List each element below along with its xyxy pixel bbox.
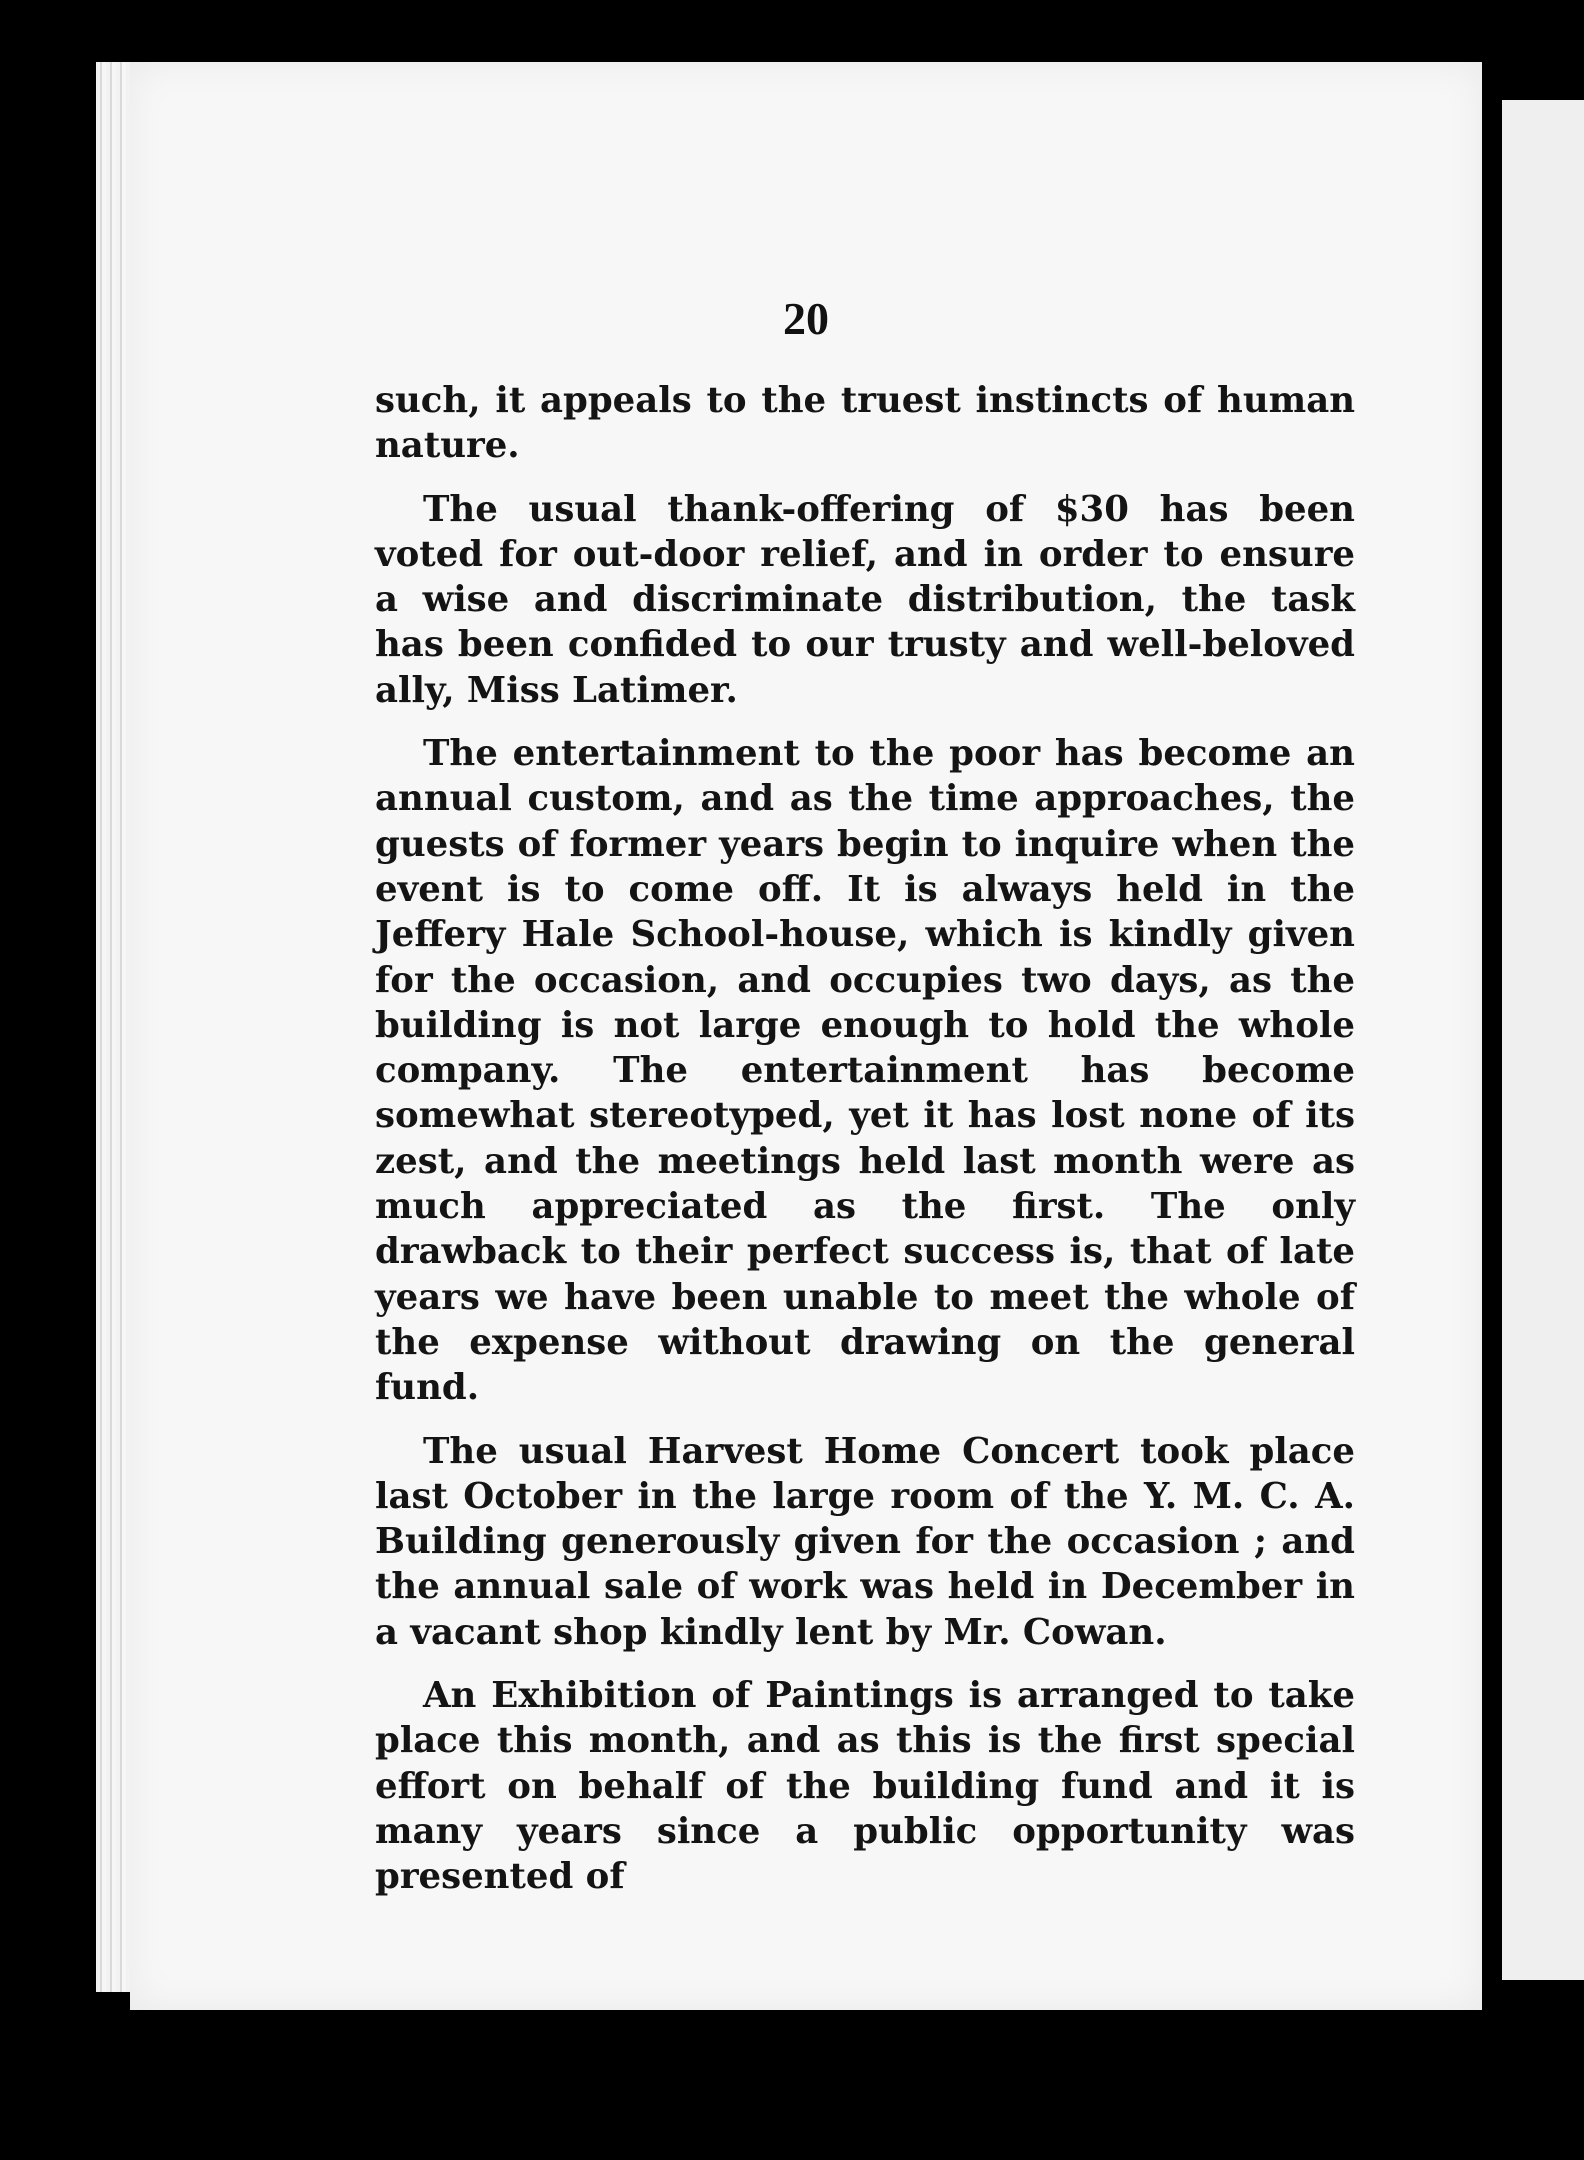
body-text — [375, 378, 1355, 1918]
paragraph-3: The entertainment to the poor has become an annual custom, and as the time approaches, the guests of former years begin to inquire when the event is to come off. It is always held in the Jeffery Hale School-house, which is kindly given for the occasion, and occupies two days, as the building is not large enough to hold the whole company. The entertainment has become somewhat stereotyped, yet it has lost none of its zest, and the meetings held last month were as much appreciated as the first. The only drawback to their perfect success is, that of late years we have been unable to meet the whole of the expense without drawing on the general fund. — [375, 733, 1355, 1409]
paragraph-2: The usual thank-offering of $30 has been voted for out-door relief, and in order to ensure a wise and discriminate distribution, the task has been confided to our trusty and well-beloved ally, Miss Latimer. — [375, 488, 1355, 711]
paragraph-1: such, it appeals to the truest instincts of human nature. — [375, 380, 1355, 467]
paragraph-5: An Exhibition of Paintings is arranged to take place this month, and as this is the first special effort on behalf of the building fund and it is many years since a public opportunity was presented of — [375, 1675, 1355, 1898]
binding-gutter — [1484, 0, 1502, 2160]
paragraph-4: The usual Harvest Home Concert took place last October in the large room of the Y. M. C. A. Building generously given for the occasion ; and the annual sale of work was held in December in a vacant shop kindly lent by Mr. Cowan. — [375, 1430, 1355, 1653]
adjacent-page-edge — [1502, 100, 1584, 1980]
page-number: 20 — [783, 293, 829, 344]
